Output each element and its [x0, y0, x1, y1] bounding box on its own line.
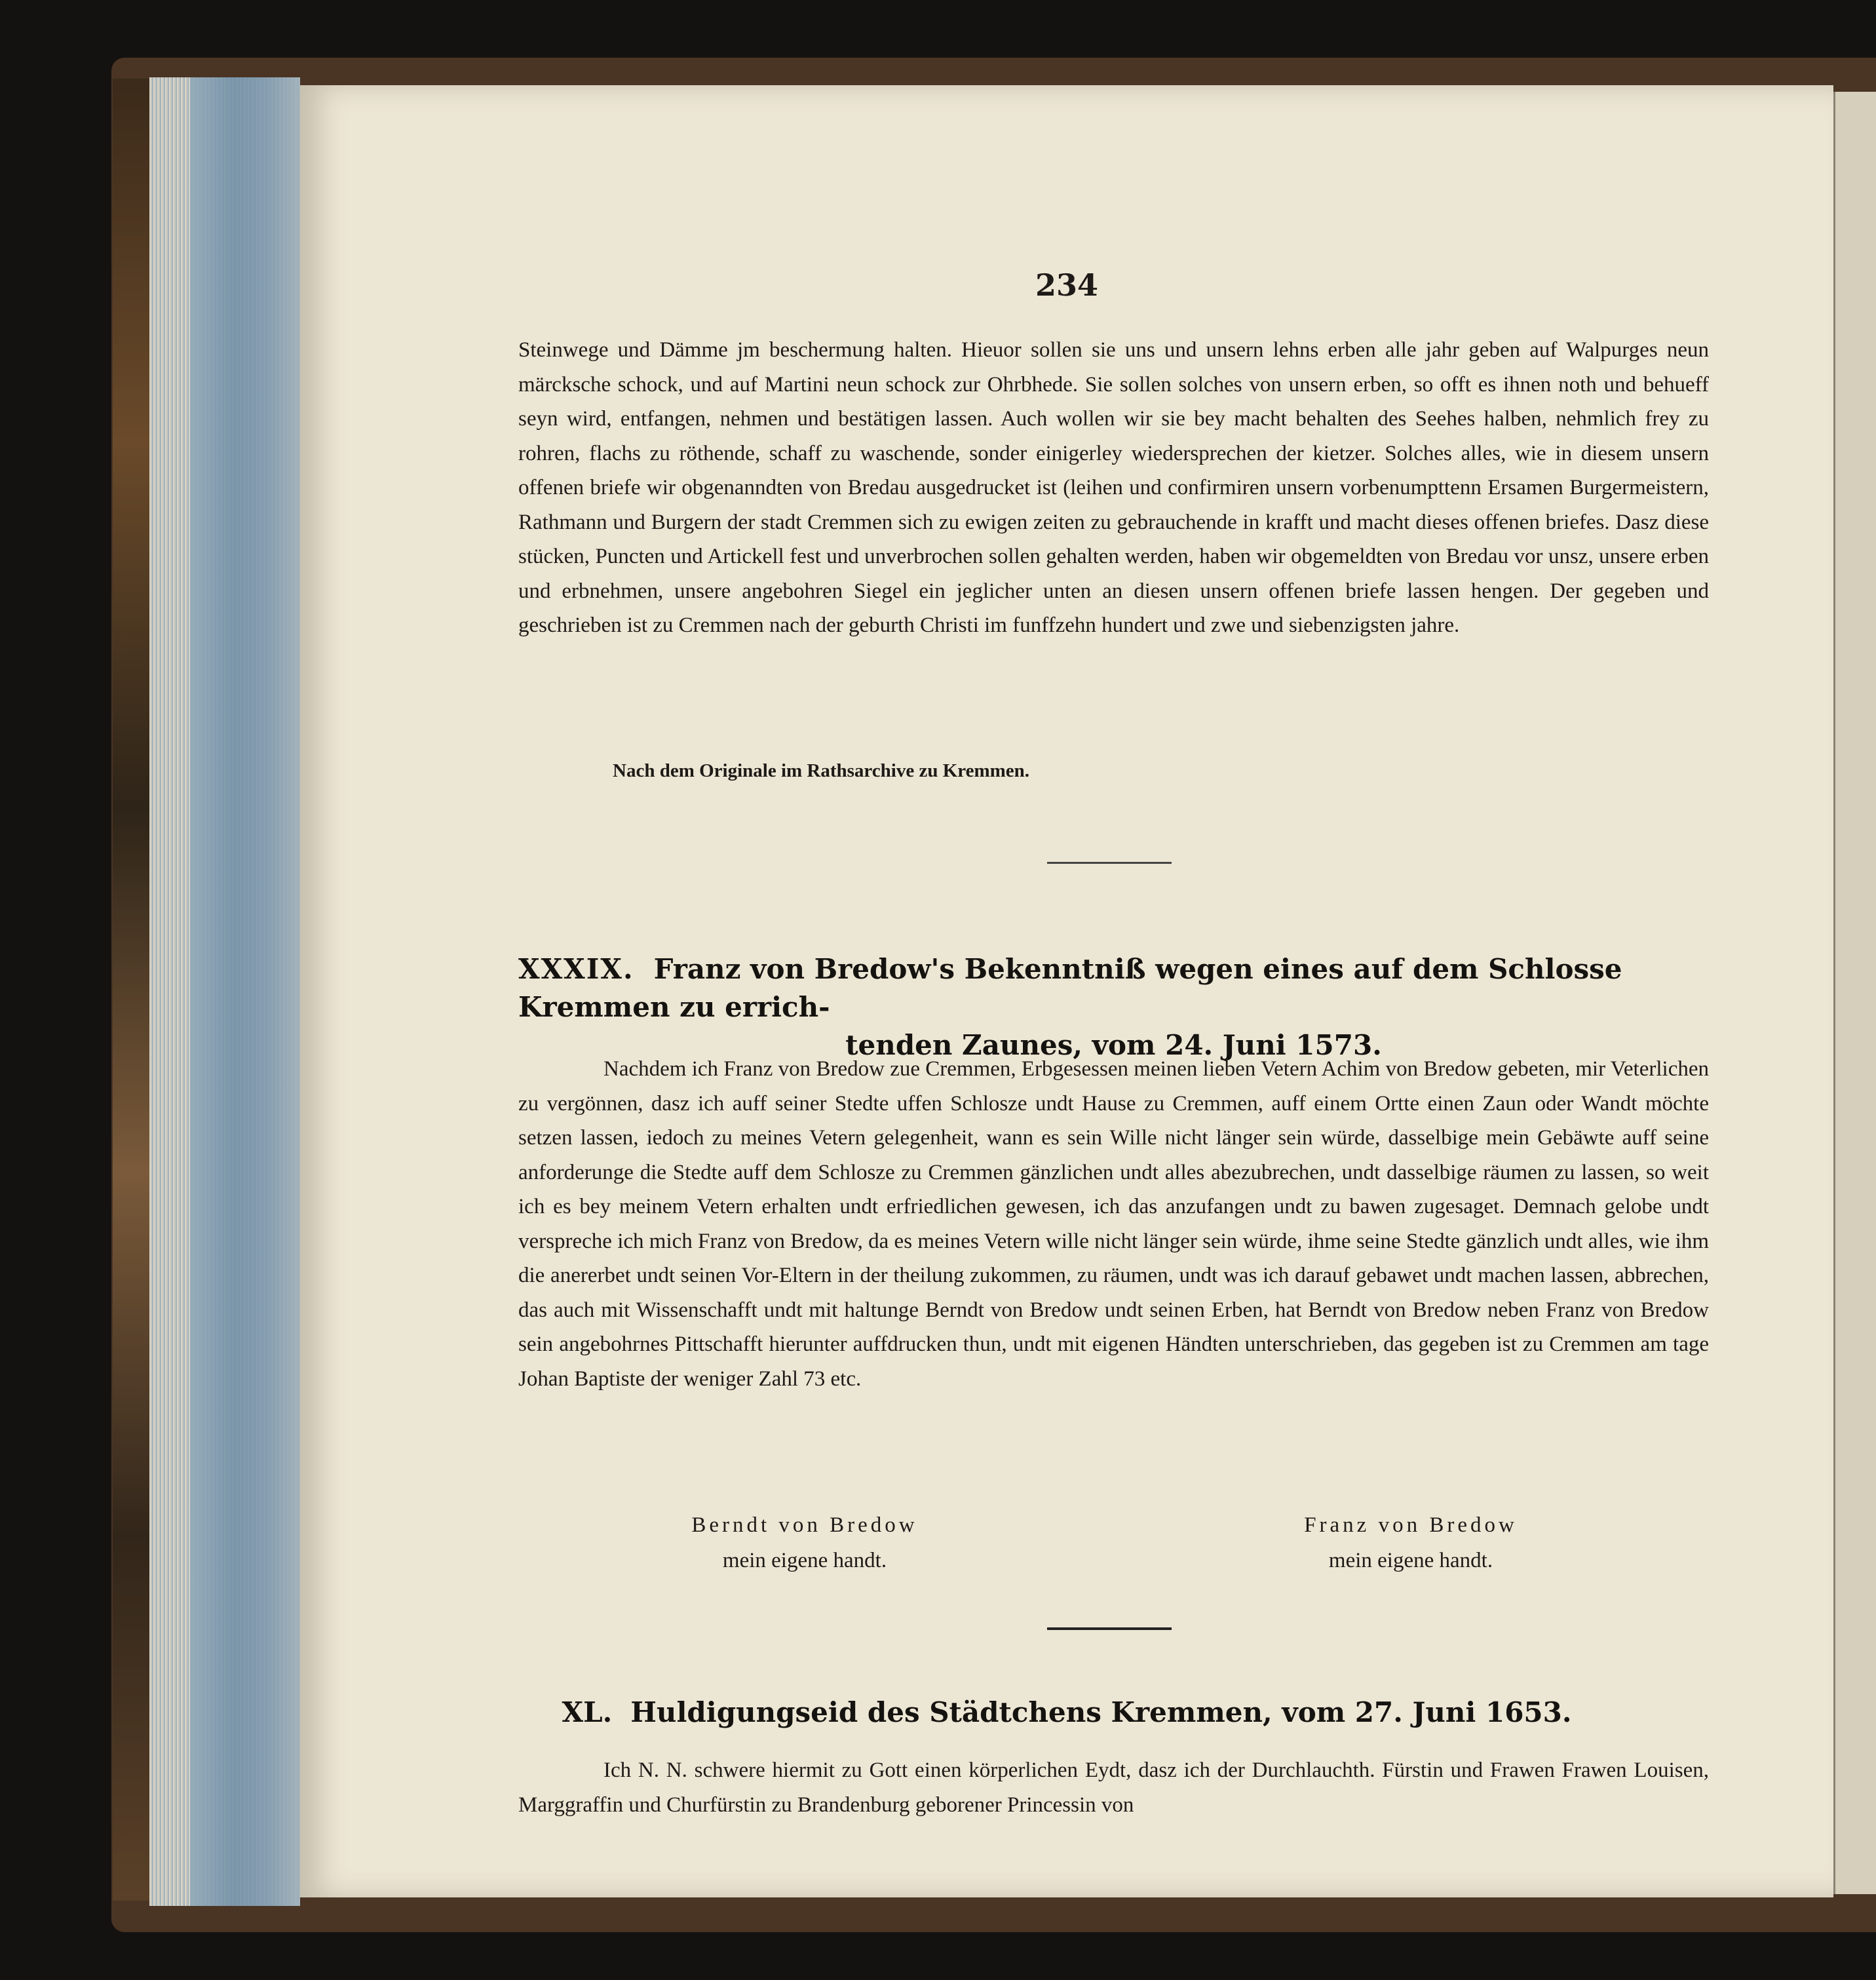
page-number: 234 — [1035, 267, 1099, 303]
signature-left-name: Berndt von Bredow — [691, 1513, 918, 1537]
section-39-body — [518, 1052, 1709, 1396]
section-40-number: XL. — [562, 1696, 613, 1728]
section-40-heading — [300, 1696, 1833, 1728]
section-39-title-line1: Franz von Bredow's Bekenntniß wegen eines auf dem Schlosse Kremmen zu errich- — [518, 953, 1622, 1023]
facing-page-edge — [1833, 92, 1876, 1894]
signature-left — [647, 1507, 962, 1578]
sprinkled-edge — [190, 77, 300, 1906]
marbled-spine — [113, 79, 152, 1901]
section-39-number: XXXIX. — [518, 953, 634, 985]
section-39-paragraph: Nachdem ich Franz von Bredow zue Cremmen, Erbgesessen meinen lieben Vetern Achim von Bredow gebeten, mir Veterlichen zu vergönnen, dasz ich auff seiner Stedte uffen Schlosze undt Hause zu Cremmen, auff einem Ortte einen Zaun oder Wandt möchte setzen lassen, iedoch zu meines Vetern gelegenheit, wann es sein Wille nicht länger sein würde, dasselbige mein Gebäwte auff seine anforderunge die Stedte auff dem Schlosze zu Cremmen gänzlichen undt alles abezubrechen, undt dasselbige räumen zu lassen, so weit ich es bey meinem Vetern erhalten undt erfriedlichen gewesen, ich das anzufangen undt zu bawen zugesaget. Demnach gelobe undt verspreche ich mich Franz von Bredow, da es meines Vetern wille nicht länger sein würde, ihme seine Stedte gänzlich undt alles, wie ihm die anererbet undt seinen Vor-Eltern in der theilung zukommen, zu räumen, undt was ich darauf gebawet undt machen lassen, abbrechen, das auch mit Wissenschafft undt mit haltunge Berndt von Bredow undt seinen Erben, hat Berndt von Bredow neben Franz von Bredow sein angebohrnes Pittschafft hierunter auffdrucken thun, undt mit eigenen Händten unterschrieben, das gegeben ist zu Cremmen am tage Johan Baptiste der weniger Zahl 73 etc. — [518, 1057, 1709, 1391]
signature-right-name: Franz von Bredow — [1304, 1513, 1518, 1537]
book-page — [300, 85, 1833, 1897]
source-note: Nach dem Originale im Rathsarchive zu Kremmen. — [613, 760, 1030, 781]
signature-right-note: mein eigene handt. — [1328, 1549, 1493, 1572]
section-39-title-line2: tenden Zaunes, vom 24. Juni 1573. — [845, 1029, 1382, 1061]
charter-paragraph: Steinwege und Dämme jm beschermung halten. Hieuor sollen sie uns und unsern lehns erben alle jahr geben auf Walpurges neun märcksche schock, und auf Martini neun schock zur Ohrbhede. Sie sollen solches von unsern erben, so offt es ihnen noth und behueff seyn wird, entfangen, nehmen und bestätigen lassen. Auch wollen wir sie bey macht behalten des Seehes halben, nehmlich frey zu rohren, flachs zu röthende, schaff zu waschende, sonder einigerley wiedersprechen der kietzer. Solches alles, wie in diesem unsern offenen briefe wir obgenanndten von Bredau ausgedrucket ist (leihen und confirmiren unsern vorbenumpttenn Ersamen Burgermeistern, Rathmann und Burgern der stadt Cremmen sich zu ewigen zeiten zu gebrauchende in krafft und macht dieses offenen briefes. Dasz diese stücken, Puncten und Artickell fest und unverbrochen sollen gehalten werden, haben wir obgemeldten von Bredau vor unsz, unsere erben und erbnehmen, unsere angebohren Siegel ein jeglicher unten an diesen unsern offenen briefe lassen hengen. Der gegeben und geschrieben ist zu Cremmen nach der geburth Christi im funffzehn hundert und zwe und siebenzigsten jahre. — [518, 338, 1709, 637]
section-divider — [1047, 862, 1172, 864]
section-40-body — [518, 1753, 1709, 1822]
signature-left-note: mein eigene handt. — [722, 1549, 887, 1572]
signature-right — [1240, 1507, 1581, 1578]
section-divider-2 — [1047, 1627, 1172, 1630]
section-40-title: Huldigungseid des Städtchens Kremmen, vom 27. Juni 1653. — [630, 1696, 1572, 1728]
section-40-paragraph: Ich N. N. schwere hiermit zu Gott einen körperlichen Eydt, dasz ich der Durchlauchth. Fürstin und Frawen Frawen Louisen, Marggraffin und Churfürstin zu Brandenburg geborener Princessin von — [518, 1758, 1709, 1817]
section-39-heading — [518, 950, 1709, 1064]
